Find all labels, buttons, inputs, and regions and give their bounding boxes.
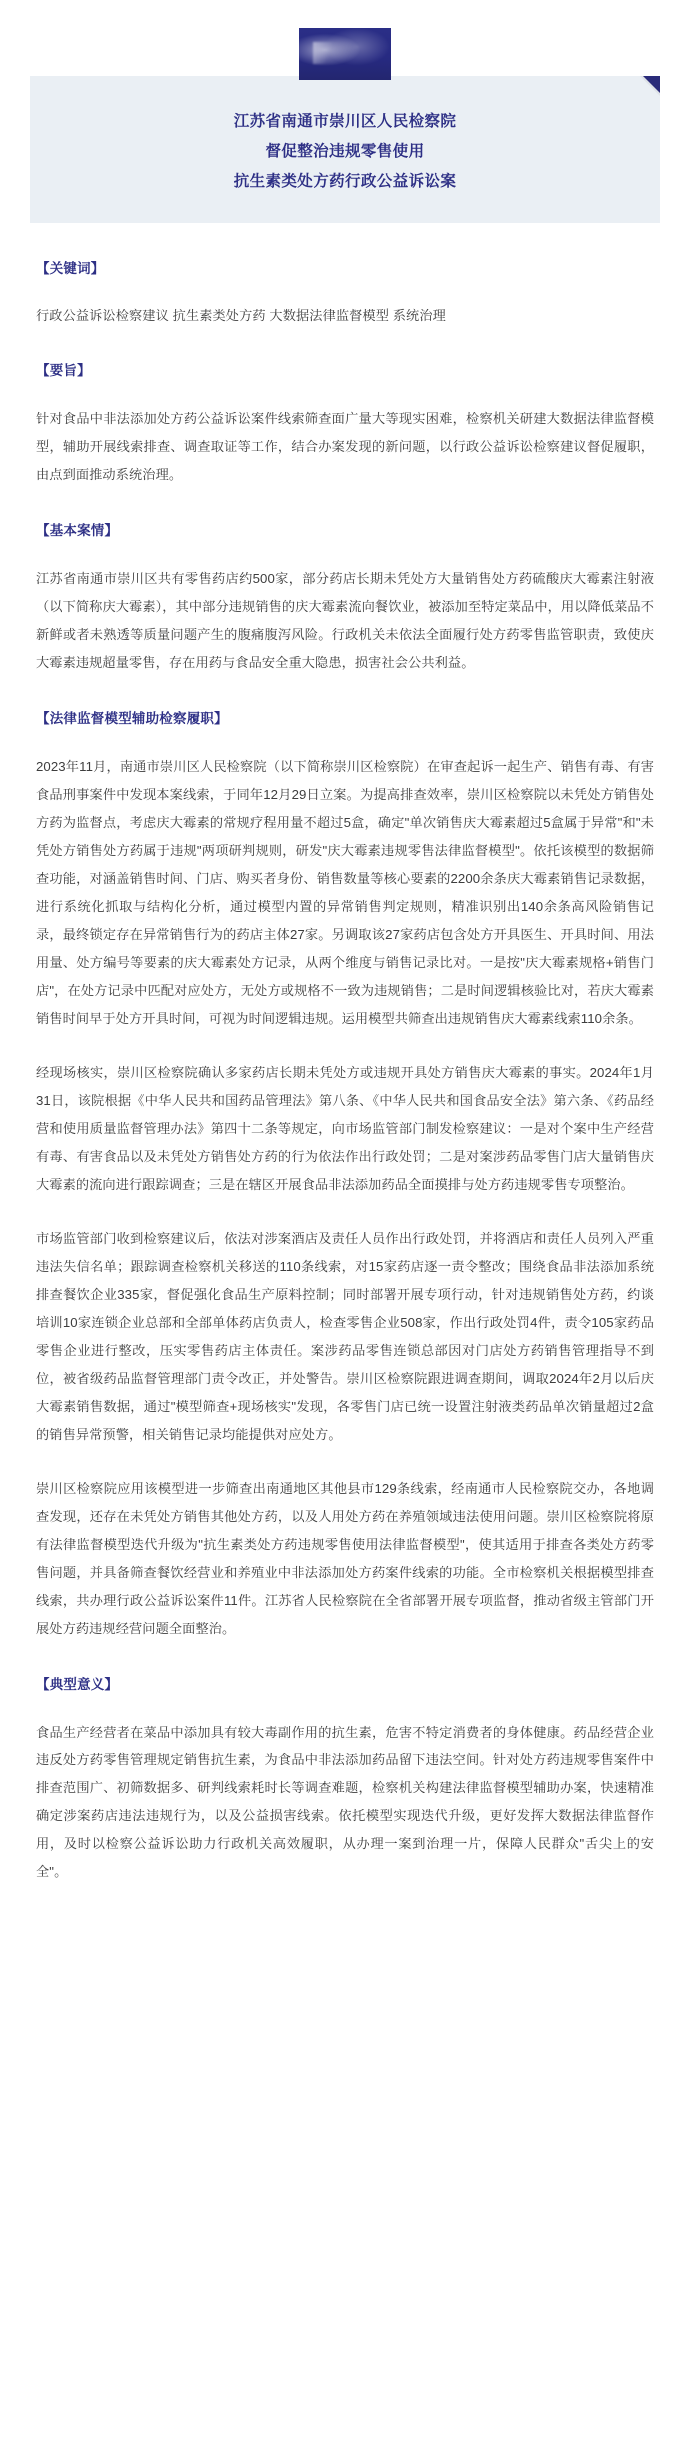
page-title-line-2: 督促整治违规零售使用 (265, 142, 425, 161)
section-case-facts (36, 519, 654, 677)
header-zone (0, 0, 690, 223)
paragraph: 食品生产经营者在菜品中添加具有较大毒副作用的抗生素，危害不特定消费者的身体健康。药品经营企业违反处方药零售管理规定销售抗生素，为食品中非法添加药品留下违法空间。针对处方药违规零售案件中排查范围广、初筛数据多、研判线索耗时长等调查难题，检察机关构建法律监督模型辅助办案，快速精准确定涉案药店违法违规行为，以及公益损害线索。依托模型实现迭代升级，更好发挥大数据法律监督作用，及时以检察公益诉讼助力行政机关高效履职，从办理一案到治理一片，保障人民群众"舌尖上的安全"。 (36, 1724, 654, 1880)
article-content (0, 223, 690, 1933)
keywords-list: 行政公益诉讼检察建议 抗生素类处方药 大数据法律监督模型 系统治理 (36, 307, 446, 323)
corner-fold-icon (643, 76, 660, 93)
paragraph: 2023年11月，南通市崇川区人民检察院（以下简称崇川区检察院）在审查起诉一起生产、销售有毒、有害食品刑事案件中发现本案线索，于同年12月29日立案。为提高排查效率，崇川区检察院以未凭处方销售处方药为监督点，考虑庆大霉素的常规疗程用量不超过5盒，确定"单次销售庆大霉素超过5盒属于异常"和"未凭处方销售处方药属于违规"两项研判规则，研发"庆大霉素违规零售法律监督模型"。依托该模型的数据筛查功能，对涵盖销售时间、门店、购买者身份、销售数量等核心要素的2200余条庆大霉素销售记录数据，进行系统化抓取与结构化分析，通过模型内置的异常销售判定规则，精准识别出140余条高风险销售记录，最终锁定存在异常销售行为的药店主体27家。另调取该27家药店包含处方开具医生、开具时间、用法用量、处方编号等要素的庆大霉素处方记录，从两个维度与销售记录比对。一是按"庆大霉素规格+销售门店"，在处方记录中匹配对应处方，无处方或规格不一致为违规销售；二是时间逻辑核验比对，若庆大霉素销售时间早于处方开具时间，可视为时间逻辑违规。运用模型共筛查出违规销售庆大霉素线索110余条。 (36, 758, 654, 1026)
section-heading: 【法律监督模型辅助检察履职】 (36, 710, 228, 727)
section-significance (36, 1673, 654, 1887)
section-heading: 【基本案情】 (36, 523, 119, 540)
paragraph: 江苏省南通市崇川区共有零售药店约500家，部分药店长期未凭处方大量销售处方药硫酸庆大霉素注射液（以下简称庆大霉素），其中部分违规销售的庆大霉素流向餐饮业，被添加至特定菜品中，用以降低菜品不新鲜或者未熟透等质量问题产生的腹痛腹泻风险。行政机关未依法全面履行处方药零售监管职责，致使庆大霉素违规超量零售，存在用药与食品安全重大隐患，损害社会公共利益。 (36, 571, 654, 670)
page-title-line-3: 抗生素类处方药行政公益诉讼案 (233, 172, 457, 191)
section-supervision-model (36, 707, 654, 1643)
paragraph: 经现场核实，崇川区检察院确认多家药店长期未凭处方或违规开具处方销售庆大霉素的事实。2024年1月31日，该院根据《中华人民共和国药品管理法》第八条、《中华人民共和国食品安全法》第六条、《药品经营和使用质量监督管理办法》第四十二条等规定，向市场监管部门制发检察建议：一是对个案中生产经营有毒、有害食品以及未凭处方销售处方药的行为依法作出行政处罚；二是对案涉药品零售门店大量销售庆大霉素的流向进行跟踪调查；三是在辖区开展食品非法添加药品全面摸排与处方药违规零售专项整治。 (36, 1064, 654, 1192)
paragraph: 针对食品中非法添加处方药公益诉讼案件线索筛查面广量大等现实困难，检察机关研建大数据法律监督模型，辅助开展线索排查、调查取证等工作，结合办案发现的新问题，以行政公益诉讼检察建议督促履职，由点到面推动系统治理。 (36, 411, 654, 483)
page-title-line-1: 江苏省南通市崇川区人民检察院 (233, 112, 457, 130)
procuratorate-emblem-banner-image (299, 28, 391, 80)
paragraph: 崇川区检察院应用该模型进一步筛查出南通地区其他县市129条线索，经南通市人民检察院交办，各地调查发现，还存在未凭处方销售其他处方药，以及人用处方药在养殖领域违法使用问题。崇川区检察院将原有法律监督模型迭代升级为"抗生素类处方药违规零售使用法律监督模型"，使其适用于排查各类处方药零售问题，并具备筛查餐饮经营业和养殖业中非法添加处方药案件线索的功能。全市检察机关根据模型排查线索，共办理行政公益诉讼案件11件。江苏省人民检察院在全省部署开展专项监督，推动省级主管部门开展处方药违规经营问题全面整治。 (36, 1480, 654, 1636)
section-summary (36, 359, 654, 489)
paragraph: 市场监管部门收到检察建议后，依法对涉案酒店及责任人员作出行政处罚，并将酒店和责任人员列入严重违法失信名单；跟踪调查检察机关移送的110条线索，对15家药店逐一责令整改；围绕食品非法添加系统排查餐饮企业335家，督促强化食品生产原料控制；同时部署开展专项行动，针对违规销售处方药，约谈培训10家连锁企业总部和全部单体药店负责人，检查零售企业508家，作出行政处罚4件，责令105家药品零售企业进行整改，压实零售药店主体责任。案涉药品零售连锁总部因对门店处方药销售管理指导不到位，被省级药品监督管理部门责令改正，并处警告。崇川区检察院跟进调查期间，调取2024年2月以后庆大霉素销售数据，通过"模型筛查+现场核实"发现，各零售门店已统一设置注射液类药品单次销量超过2盒的销售异常预警，相关销售记录均能提供对应处方。 (36, 1230, 654, 1442)
section-heading: 【关键词】 (36, 260, 105, 277)
section-heading: 【典型意义】 (36, 1676, 119, 1693)
section-heading: 【要旨】 (36, 363, 91, 380)
title-card (30, 76, 660, 223)
section-keywords (36, 257, 654, 329)
